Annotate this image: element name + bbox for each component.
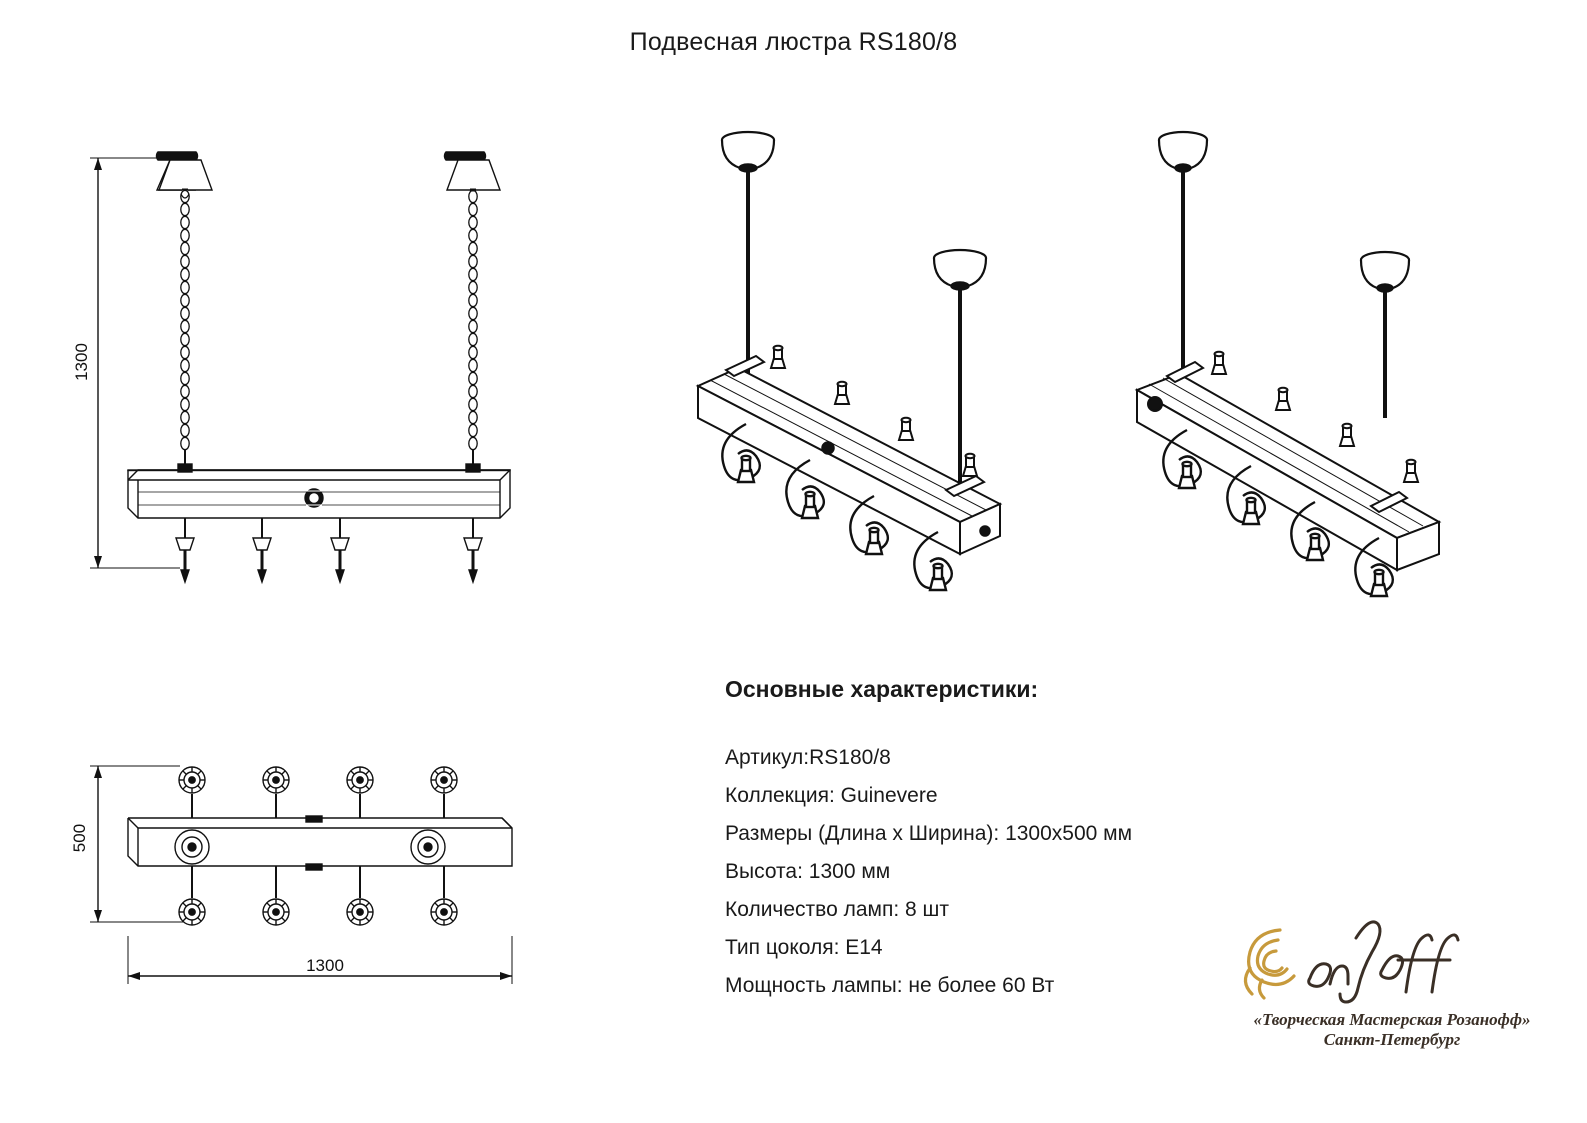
- page-title: Подвесная люстра RS180/8: [629, 28, 958, 56]
- front-view-svg: [60, 120, 580, 620]
- logo-block: [1232, 908, 1552, 1050]
- logo-brand-line-1: «Творческая Мастерская Розанофф»: [1253, 1010, 1531, 1029]
- spec-item-size: Размеры (Длина х Ширина): 1300х500 мм: [725, 822, 1133, 845]
- dimension-label-depth: 500: [70, 823, 89, 853]
- top-view-drawing: [60, 740, 580, 1010]
- spec-item-article: Артикул:RS180/8: [725, 746, 891, 769]
- logo-mark: [1232, 908, 1552, 1004]
- spec-item-lamp-count: Количество ламп: 8 шт: [725, 898, 949, 921]
- logo-brand-line-2: Санкт-Петербург: [1323, 1030, 1461, 1049]
- spec-item-height: Высота: 1300 мм: [725, 860, 891, 883]
- dimension-label-width: 1300: [306, 956, 344, 975]
- rose-onoff-logo-icon: [1232, 908, 1532, 1004]
- spec-item-collection: Коллекция: Guinevere: [725, 784, 938, 807]
- isometric-view-1-svg: [660, 118, 1060, 628]
- spec-heading: Основные характеристики:: [725, 676, 1039, 702]
- isometric-view-1: [660, 118, 1060, 628]
- spec-item-lamp-power: Мощность лампы: не более 60 Вт: [725, 974, 1055, 997]
- isometric-view-2: [1095, 118, 1495, 628]
- dimension-label-height: 1300: [72, 343, 91, 381]
- isometric-view-2-svg: [1095, 118, 1495, 628]
- front-elevation-drawing: [60, 120, 580, 620]
- spec-item-socket-type: Тип цоколя: E14: [725, 936, 883, 959]
